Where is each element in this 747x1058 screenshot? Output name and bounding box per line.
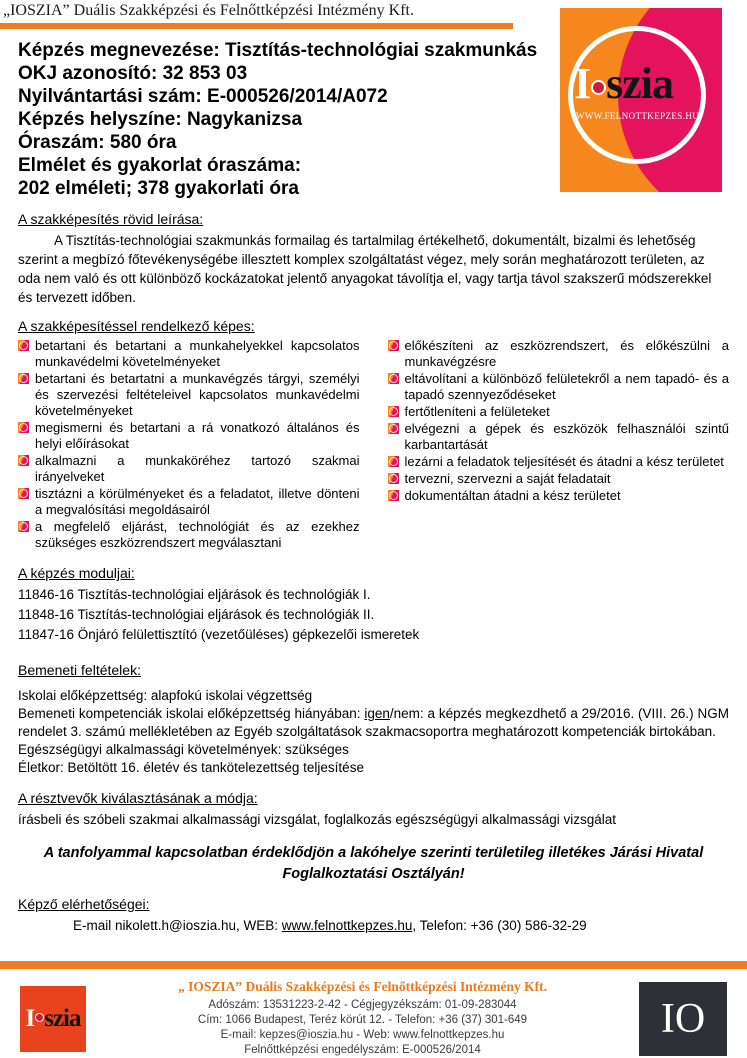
top-company-title: „IOSZIA” Duális Szakképzési és Felnőttképzési Intézmény Kft. [3, 2, 414, 19]
page-footer [0, 969, 747, 1058]
course-summary-line: Nyilvántartási szám: E-000526/2014/A072 [18, 86, 388, 107]
logo-letter-i: I [574, 59, 591, 108]
competency-list-left [18, 338, 360, 552]
section-heading-contact: Képző elérhetőségei: [18, 896, 150, 912]
competency-columns [18, 338, 729, 552]
footer-io-logo: IO [639, 982, 727, 1056]
competency-item [18, 371, 360, 419]
entry-schooling-line: Iskolai előképzettség: alapfokú iskolai végzettség [18, 688, 313, 703]
competency-list-right [388, 338, 730, 552]
footer-logo-letter-i: I [25, 1004, 35, 1032]
footer-contact-line: Felnőttképzési engedélyszám: E-000526/2014 [244, 1044, 481, 1056]
module-line: 11847-16 Önjáró felülettisztító (vezetőüléses) gépkezelői ismeretek [18, 627, 420, 642]
footer-contact-line: E-mail: kepzes@ioszia.hu - Web: www.felnottkepzes.hu [220, 1029, 505, 1041]
footer-contact-block [96, 979, 629, 1058]
entry-competency-prefix: Bemeneti kompetenciák iskolai előképzettség hiányában: [18, 706, 365, 721]
district-office-notice: A tanfolyammal kapcsolatban érdeklődjön a lakóhelye szerinti területileg illetékes Járási Hivatal Foglalkoztatási Osztályán! [43, 845, 704, 882]
competency-item [388, 371, 730, 403]
module-list [18, 585, 729, 645]
competency-text: eltávolítani a különböző felületekről a nem tapadó- és a tapadó szennyeződéseket [404, 371, 729, 402]
section-heading-entry: Bemeneti feltételek: [18, 662, 141, 678]
competency-item [18, 453, 360, 485]
footer-company-name: „ IOSZIA” Duális Szakképzési és Felnőttképzési Intézmény Kft. [178, 979, 547, 994]
entry-competency-suffix: /nem: a képzés megkezdhető a 29/2016. (VIII. 26.) NGM rendelet 3. számú mellékletében az Egyéb szolgáltatások szakmacsoportra meghatározott kompetenciák birtokában. [18, 706, 729, 739]
ioszia-logo [560, 8, 722, 192]
ioszia-bullet-icon [388, 456, 399, 467]
document-body [0, 210, 747, 935]
website-link[interactable]: www.felnottkepzes.hu [281, 918, 413, 933]
ioszia-bullet-icon [18, 422, 29, 433]
footer-ioszia-logo [20, 986, 86, 1052]
competency-item [388, 404, 730, 420]
competency-item [18, 519, 360, 551]
ioszia-bullet-icon [388, 473, 399, 484]
competency-item [388, 454, 730, 470]
ioszia-bullet-icon [388, 406, 399, 417]
competency-text: lezárni a feladatok teljesítését és átadni a kész területet [404, 454, 724, 469]
entry-competency-paragraph [18, 705, 729, 741]
entry-health-line: Egészségügyi alkalmassági követelmények: szükséges [18, 742, 349, 757]
competency-item [388, 471, 730, 487]
selection-paragraph: írásbeli és szóbeli szakmai alkalmassági vizsgálat, foglalkozás egészségügyi alkalmassági vizsgálat [18, 812, 617, 827]
footer-logo-letters-szia: szia [44, 1004, 81, 1032]
ioszia-bullet-icon [388, 340, 399, 351]
course-summary-line: OKJ azonosító: 32 853 03 [18, 63, 248, 84]
competency-item [18, 420, 360, 452]
competency-text: a megfelelő eljárást, technológiát és az ezekhez szükséges eszközrendszert megválasztani [35, 519, 360, 550]
course-summary-line: Képzés megnevezése: Tisztítás-technológiai szakmunkás [18, 40, 538, 61]
competency-text: betartani és betartani a munkahelyekkel kapcsolatos munkavédelmi követelményeket [35, 338, 360, 369]
footer-orange-bar [0, 961, 747, 969]
ioszia-bullet-icon [18, 455, 29, 466]
logo-url-text: WWW.FELNOTTKEPZES.HU [576, 111, 700, 121]
module-line: 11846-16 Tisztítás-technológiai eljárások és technológiák I. [18, 587, 371, 602]
section-heading-modules: A képzés moduljai: [18, 565, 135, 581]
course-summary-line: Képzés helyszíne: Nagykanizsa [18, 109, 303, 130]
course-summary-line: 202 elméleti; 378 gyakorlati óra [18, 178, 299, 199]
ioszia-bullet-icon [18, 488, 29, 499]
competency-item [18, 486, 360, 518]
competency-text: alkalmazni a munkaköréhez tartozó szakmai irányelveket [35, 453, 360, 484]
section-heading-description: A szakképesítés rövid leírása: [18, 211, 204, 227]
description-paragraph: A Tisztítás-technológiai szakmunkás formailag és tartalmilag értékelhető, dokumentált, bizalmi és lehetőség szerint a megbízó főtevékenységébe illesztett komplex szolgáltatást végez, mely során meghatározott területen, az oda nem való és ott különböző kockázatokat jelentő anyagokat távolítja el, vagy tartja távol szakszerű módszerekkel és tervezett időben. [18, 233, 712, 305]
contact-email-text: E-mail nikolett.h@ioszia.hu, WEB: [73, 918, 282, 933]
ioszia-bullet-icon [388, 373, 399, 384]
competency-text: előkészíteni az eszközrendszert, és előkészülni a munkavégzésre [404, 338, 729, 369]
course-summary-line: Elmélet és gyakorlat óraszáma: [18, 155, 302, 176]
ioszia-bullet-icon [388, 490, 399, 501]
competency-text: elvégezni a gépek és eszközök felhasználói szintű karbantartását [404, 421, 729, 452]
ioszia-bullet-icon [18, 521, 29, 532]
contact-line [18, 916, 729, 935]
competency-item [388, 488, 730, 504]
logo-o-dot-icon [591, 80, 606, 95]
competency-text: fertőtleníteni a felületeket [404, 404, 550, 419]
ioszia-bullet-icon [388, 423, 399, 434]
competency-item [388, 338, 730, 370]
section-heading-selection: A résztvevők kiválasztásának a módja: [18, 790, 258, 806]
footer-contact-line: Adószám: 13531223-2-42 - Cégjegyzékszám: 01-09-283044 [208, 999, 517, 1011]
contact-phone-text: , Telefon: +36 (30) 586-32-29 [412, 918, 587, 933]
entry-age-line: Életkor: Betöltött 16. életév és tankötelezettség teljesítése [18, 760, 364, 775]
competency-text: tisztázni a körülményeket és a feladatot, illetve dönteni a megvalósítási megoldásairól [35, 486, 360, 517]
ioszia-bullet-icon [18, 340, 29, 351]
entry-yes-option: igen [364, 706, 390, 721]
footer-contact-lines [96, 998, 629, 1058]
footer-logo-o-dot-icon [35, 1013, 44, 1022]
competency-text: dokumentáltan átadni a kész területet [404, 488, 621, 503]
module-line: 11848-16 Tisztítás-technológiai eljárások és technológiák II. [18, 607, 375, 622]
competency-text: betartani és betartatni a munkavégzés tárgyi, személyi és szervezési feltételeivel kapcsolatos munkavédelmi követelményeket [35, 371, 360, 418]
ioszia-bullet-icon [18, 373, 29, 384]
footer-contact-line: Cím: 1066 Budapest, Teréz körút 12. - Telefon: +36 (37) 301-649 [197, 1014, 528, 1026]
section-heading-competencies: A szakképesítéssel rendelkező képes: [18, 318, 255, 334]
course-summary-line: Óraszám: 580 óra [18, 132, 177, 153]
logo-wordmark [574, 60, 673, 108]
competency-item [388, 421, 730, 453]
competency-text: megismerni és betartani a rá vonatkozó általános és helyi előírásokat [35, 420, 360, 451]
logo-letters-szia: szia [606, 59, 674, 108]
competency-item [18, 338, 360, 370]
competency-text: tervezni, szervezni a saját feladatait [404, 471, 611, 486]
